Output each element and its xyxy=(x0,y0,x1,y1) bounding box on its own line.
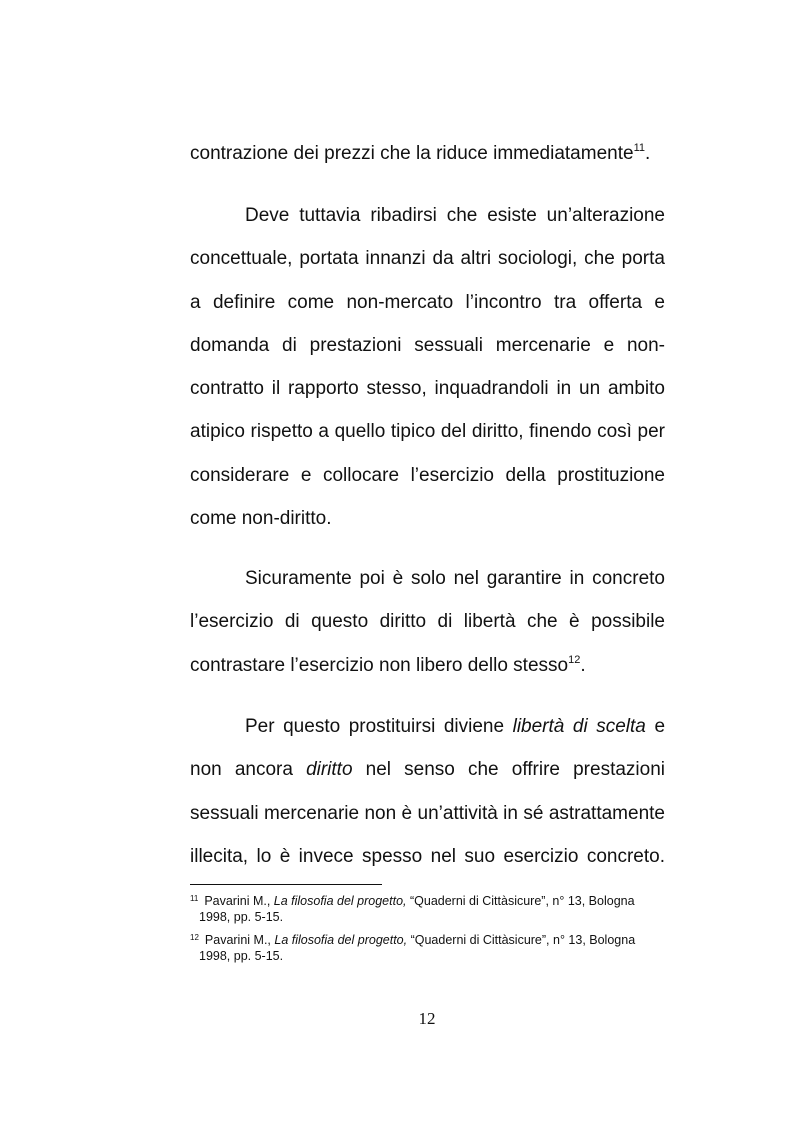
paragraph-text: nel senso che offrire prestazioni sessuali mercenarie non è un’attività in sé astrattamente illecita, lo è invece spesso nel suo esercizio concreto. xyxy=(190,759,665,867)
footnote-12 xyxy=(190,932,665,964)
footnote-title: La filosofia del progetto, xyxy=(274,933,408,947)
paragraph-text: Per questo prostituirsi diviene xyxy=(245,716,513,737)
paragraph-text: contrazione dei prezzi che la riduce immediatamente xyxy=(190,143,634,164)
paragraph-per-questo xyxy=(190,705,665,878)
footnote-author: Pavarini M., xyxy=(204,894,274,908)
paragraph-continuation xyxy=(190,132,665,175)
footnote-ref-11[interactable]: 11 xyxy=(633,142,645,154)
footnote-mark: 12 xyxy=(190,933,199,942)
footnote-author: Pavarini M., xyxy=(204,933,275,947)
page-number: 12 xyxy=(418,1009,436,1028)
paragraph-text: Sicuramente poi è solo nel garantire in concreto l’esercizio di questo diritto di libertà che è possibile contrastare l’esercizio non libero dello stesso xyxy=(190,568,665,676)
paragraph-end: . xyxy=(580,654,586,676)
footnote-source: “Quaderni di Cittàsicure”, n° 13, Bologna xyxy=(406,894,635,908)
footnote-date-pages: 1998, pp. 5-15. xyxy=(199,910,284,924)
footnote-separator xyxy=(190,884,382,885)
footnote-title: La filosofia del progetto, xyxy=(273,894,407,908)
paragraph-alterazione xyxy=(190,194,665,540)
paragraph-text: Deve tuttavia ribadirsi che esiste un’alterazione concettuale, portata innanzi da altri sociologi, che porta a definire come non-mercato l’incontro tra offerta e domanda di prestazioni sessuali mercenarie e non-contratto il rapporto stesso, inquadrandoli in un ambito atipico rispetto a quello tipico del diritto, finendo così per considerare e collocare l’esercizio della prostituzione come non-diritto. xyxy=(190,205,665,530)
italic-phrase-liberta: libertà di scelta xyxy=(512,716,646,737)
footnote-ref-12[interactable]: 12 xyxy=(568,653,581,666)
footnote-11 xyxy=(190,893,665,925)
footnote-date-pages: 1998, pp. 5-15. xyxy=(199,949,284,963)
paragraph-end: . xyxy=(644,143,651,164)
paragraph-text: e non ancora xyxy=(190,716,666,781)
italic-word-diritto: diritto xyxy=(306,759,353,781)
paragraph-sicuramente xyxy=(190,557,665,687)
footnote-mark: 11 xyxy=(190,894,199,903)
footnote-source: “Quaderni di Cittàsicure”, n° 13, Bologna xyxy=(407,933,636,947)
